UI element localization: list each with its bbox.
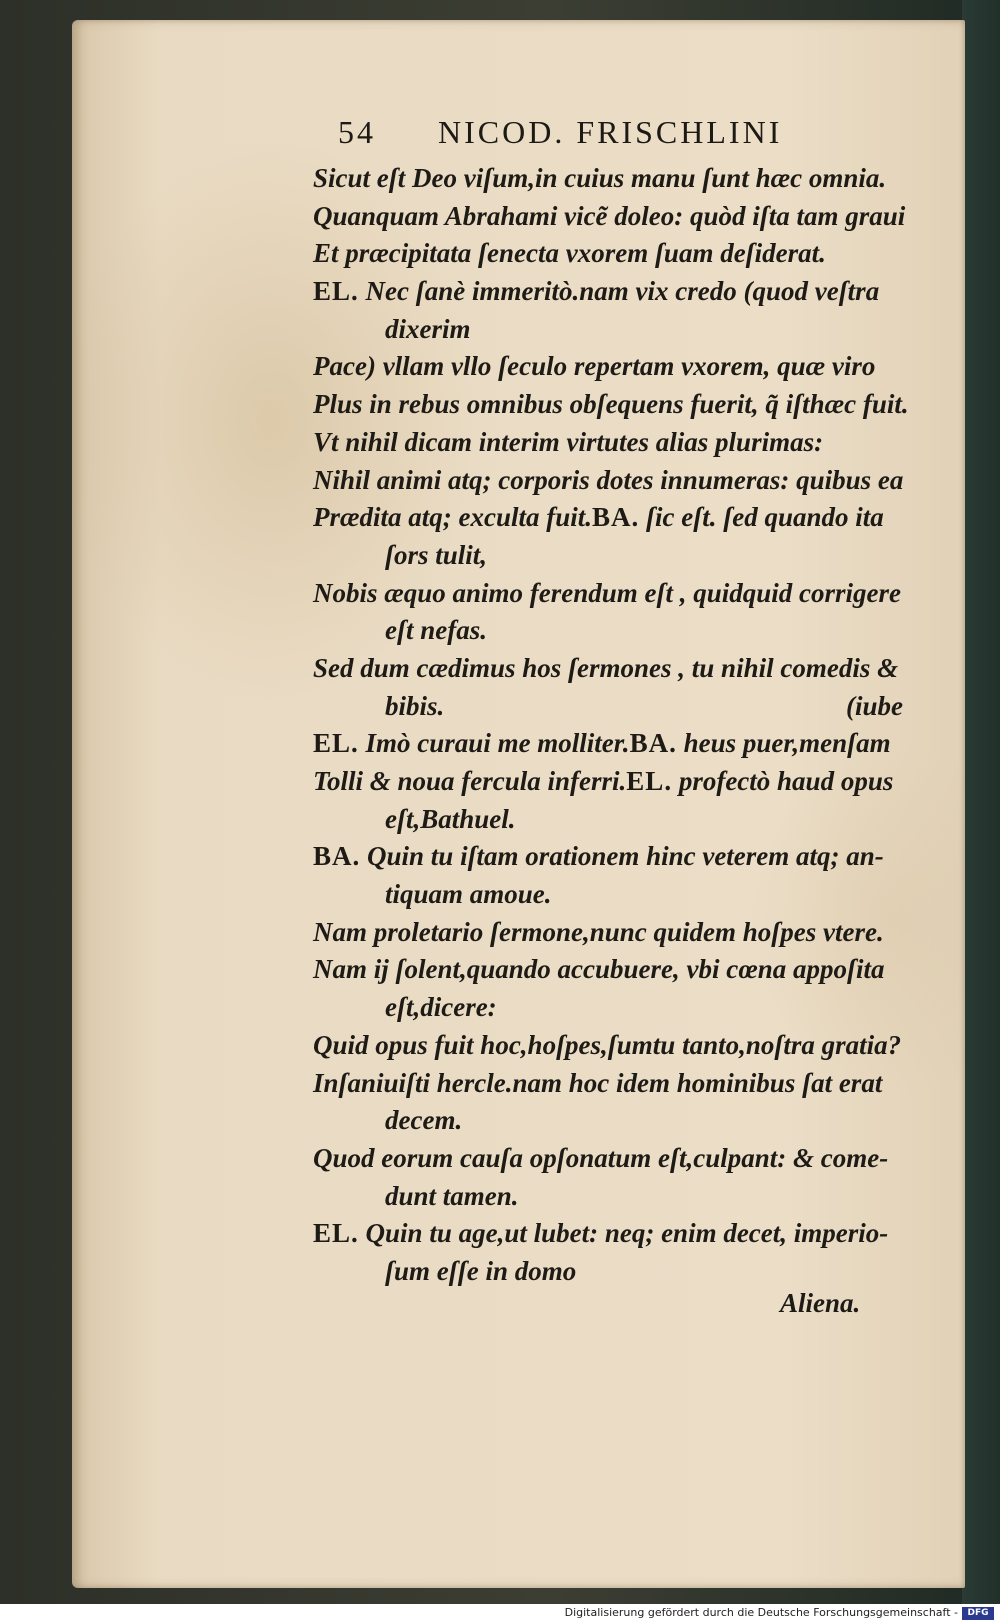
line-text: Quin tu iſtam orationem hinc veterem atq; an-: [360, 841, 884, 872]
book-edge: [962, 0, 1000, 1624]
text-line: [313, 1065, 913, 1103]
text-line: [313, 1178, 913, 1216]
line-text: Quod eorum cauſa opſonatum eſt,culpant: & come-: [313, 1142, 889, 1173]
line-text: Quin tu age,ut lubet: neq; enim decet, imperio-: [358, 1218, 889, 1249]
text-line: [313, 650, 913, 688]
verse-text: [313, 160, 913, 1291]
line-text: Plus in rebus omnibus obſequens fuerit, q̃ iſthæc fuit.: [313, 389, 909, 420]
text-line: [313, 612, 913, 650]
text-line: [313, 1102, 913, 1140]
text-line: [313, 537, 913, 575]
line-text: tiquam amoue.: [385, 879, 552, 910]
text-line: [313, 273, 913, 311]
speaker-label: BA.: [592, 502, 640, 533]
line-text: Pace) vllam vllo ſeculo repertam vxorem, quæ viro: [313, 351, 876, 382]
line-text: dixerim: [385, 313, 471, 344]
text-line: [313, 1027, 913, 1065]
line-text: Prædita atq; exculta fuit.: [313, 502, 592, 533]
line-text: Nam ij ſolent,quando accubuere, vbi cœna appoſita: [313, 954, 885, 985]
speaker-label: EL.: [313, 1218, 359, 1249]
text-line: [313, 160, 913, 198]
text-line: [313, 951, 913, 989]
line-text: Nihil animi atq; corporis dotes innumeras: quibus ea: [313, 464, 904, 495]
line-text: Quanquam Abrahami vicẽ doleo: quòd iſta tam graui: [313, 200, 906, 231]
speaker-label: BA.: [313, 841, 361, 872]
text-line: [313, 801, 913, 839]
line-text: Vt nihil dicam interim virtutes alias plurimas:: [313, 426, 824, 457]
text-line: [313, 914, 913, 952]
text-line: [313, 688, 913, 726]
line-text: Quid opus fuit hoc,hoſpes,ſumtu tanto,noſtra gratia?: [313, 1029, 902, 1060]
line-text: decem.: [385, 1105, 463, 1136]
line-text: eſt,Bathuel.: [385, 803, 516, 834]
text-line: [313, 725, 913, 763]
line-text: Imò curaui me molliter.: [358, 728, 630, 759]
line-text: eſt,dicere:: [385, 992, 497, 1023]
text-line: [313, 838, 913, 876]
text-line: [313, 763, 913, 801]
line-text: Nec ſanè immeritò.nam vix credo (quod veſtra: [358, 276, 880, 307]
line-text: ſors tulit,: [385, 539, 488, 570]
page-header: [338, 110, 898, 160]
line-text: Sed dum cædimus hos ſermones , tu nihil comedis &: [313, 652, 899, 683]
line-text: eſt nefas.: [385, 615, 487, 646]
line-text: heus puer,menſam: [676, 728, 891, 759]
speaker-label: EL.: [313, 276, 359, 307]
speaker-label: EL.: [313, 728, 359, 759]
line-text: Nam proletario ſermone,nunc quidem hoſpes vtere.: [313, 916, 884, 947]
text-line: [313, 462, 913, 500]
line-text: Sicut eſt Deo viſum,in cuius manu ſunt hæc omnia.: [313, 163, 887, 193]
speaker-label: EL.: [626, 766, 673, 796]
text-line: [313, 1253, 913, 1291]
text-line: [313, 989, 913, 1027]
text-line: [313, 1140, 913, 1178]
line-text: Tolli & noua fercula inferri.: [313, 766, 627, 796]
line-text: dunt tamen.: [385, 1180, 519, 1211]
line-text: ſic eſt. ſed quando ita: [639, 502, 884, 533]
line-text: Et præcipitata ſenecta vxorem ſuam deſiderat.: [313, 238, 826, 269]
text-line: [313, 198, 913, 236]
line-text: bibis.: [385, 690, 445, 721]
text-line: [313, 348, 913, 386]
line-text: ſum eſſe in domo: [385, 1255, 577, 1286]
text-line: [313, 311, 913, 349]
text-line: [313, 1215, 913, 1253]
line-text: Nobis æquo animo ferendum eſt , quidquid corrigere: [313, 577, 902, 608]
text-line: [313, 876, 913, 914]
line-right-text: (iube: [846, 690, 903, 721]
running-head: NICOD. FRISCHLINI: [438, 114, 783, 150]
text-line: [313, 386, 913, 424]
text-line: [313, 499, 913, 537]
text-line: [313, 424, 913, 462]
funding-note: Digitalisierung gefördert durch die Deutsche Forschungsgemeinschaft -: [564, 1606, 958, 1619]
page-number: 54: [338, 114, 376, 150]
speaker-label: BA.: [629, 728, 677, 759]
text-line: [313, 235, 913, 273]
text-line: [313, 575, 913, 613]
line-text: profectò haud opus: [672, 766, 894, 796]
dfg-logo: DFG: [962, 1607, 994, 1620]
line-text: Inſaniuiſti hercle.nam hoc idem hominibus ſat erat: [313, 1067, 883, 1098]
catchword: Aliena.: [780, 1288, 861, 1318]
